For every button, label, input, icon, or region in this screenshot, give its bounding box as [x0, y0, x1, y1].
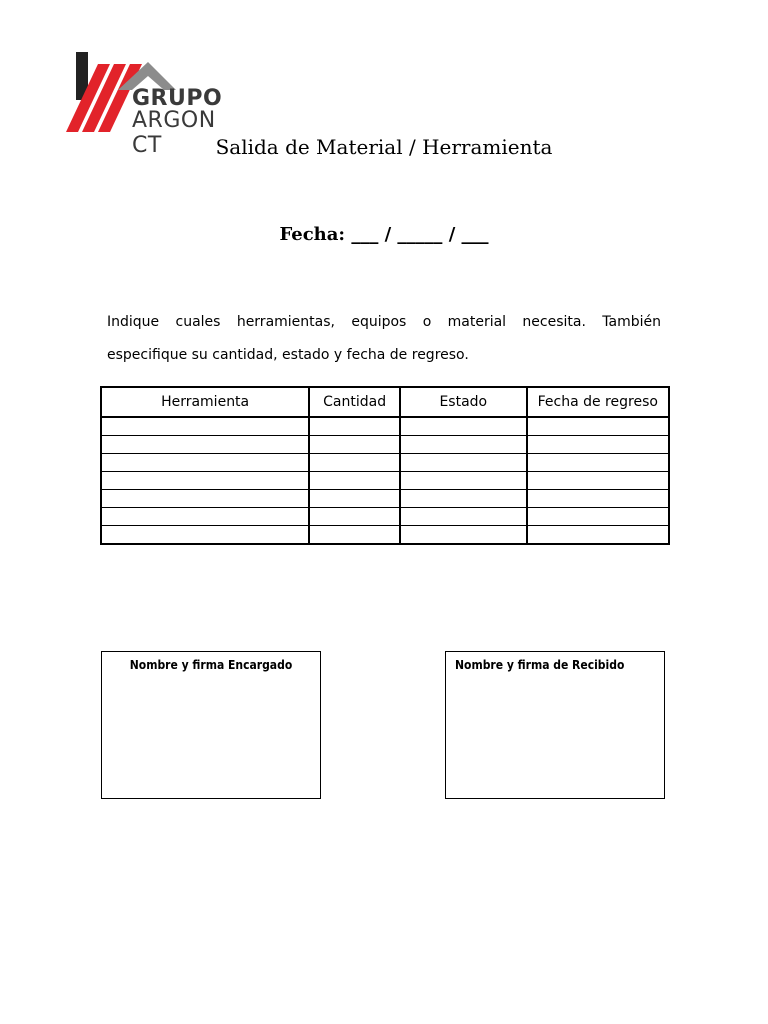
- header-estado: Estado: [400, 387, 527, 417]
- header-fecha-regreso: Fecha de regreso: [527, 387, 669, 417]
- cell-fecha-regreso[interactable]: [527, 436, 669, 454]
- page-title: Salida de Material / Herramienta: [215, 135, 553, 159]
- table-row: [101, 508, 669, 526]
- cell-herramienta[interactable]: [101, 436, 309, 454]
- cell-estado[interactable]: [400, 490, 527, 508]
- cell-herramienta[interactable]: [101, 454, 309, 472]
- cell-herramienta[interactable]: [101, 417, 309, 436]
- cell-estado[interactable]: [400, 417, 527, 436]
- cell-estado[interactable]: [400, 508, 527, 526]
- table-row: [101, 454, 669, 472]
- cell-estado[interactable]: [400, 472, 527, 490]
- signature-label-encargado: Nombre y firma Encargado: [129, 658, 293, 672]
- cell-fecha-regreso[interactable]: [527, 526, 669, 545]
- table-row: [101, 490, 669, 508]
- cell-estado[interactable]: [400, 454, 527, 472]
- company-logo: [36, 46, 246, 158]
- cell-herramienta[interactable]: [101, 508, 309, 526]
- signature-box-recibido[interactable]: [445, 651, 665, 799]
- cell-herramienta[interactable]: [101, 472, 309, 490]
- cell-cantidad[interactable]: [309, 436, 400, 454]
- cell-fecha-regreso[interactable]: [527, 508, 669, 526]
- table-row: [101, 526, 669, 545]
- cell-cantidad[interactable]: [309, 526, 400, 545]
- cell-cantidad[interactable]: [309, 417, 400, 436]
- cell-fecha-regreso[interactable]: [527, 417, 669, 436]
- logo-text-grupo: GRUPO: [132, 86, 223, 111]
- instructions-text: Indique cuales herramientas, equipos o material necesita. También especifique su cantidad, estado y fecha de regreso.: [107, 314, 661, 363]
- cell-cantidad[interactable]: [309, 472, 400, 490]
- cell-estado[interactable]: [400, 436, 527, 454]
- cell-cantidad[interactable]: [309, 454, 400, 472]
- table-row: [101, 472, 669, 490]
- table-header-row: [101, 387, 669, 417]
- cell-cantidad[interactable]: [309, 490, 400, 508]
- cell-herramienta[interactable]: [101, 490, 309, 508]
- header-cantidad: Cantidad: [309, 387, 400, 417]
- signature-label-recibido: Nombre y firma de Recibido: [455, 658, 625, 672]
- cell-fecha-regreso[interactable]: [527, 490, 669, 508]
- cell-herramienta[interactable]: [101, 526, 309, 545]
- table-row: [101, 417, 669, 436]
- date-field[interactable]: Fecha: ___ / _____ / ___: [279, 224, 489, 245]
- logo-text-argon: ARGON CT: [132, 108, 216, 158]
- table-row: [101, 436, 669, 454]
- cell-estado[interactable]: [400, 526, 527, 545]
- signature-box-encargado[interactable]: [101, 651, 321, 799]
- cell-fecha-regreso[interactable]: [527, 472, 669, 490]
- header-herramienta: Herramienta: [101, 387, 309, 417]
- cell-fecha-regreso[interactable]: [527, 454, 669, 472]
- cell-cantidad[interactable]: [309, 508, 400, 526]
- tools-table: [100, 386, 670, 545]
